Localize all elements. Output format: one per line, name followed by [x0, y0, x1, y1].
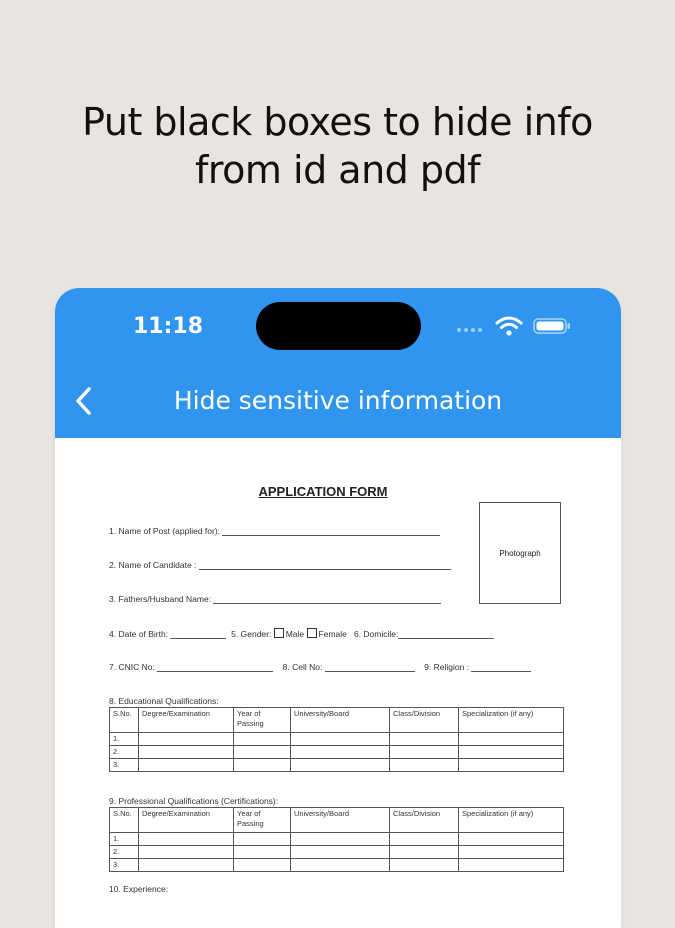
table-row: 1.: [110, 833, 564, 846]
field-name-of-candidate: 2. Name of Candidate :: [109, 560, 451, 570]
photo-box: [479, 502, 561, 604]
battery-icon: [533, 318, 571, 334]
signal-icon: [457, 328, 482, 332]
app-bar-title: Hide sensitive information: [173, 386, 503, 415]
status-time: 11:18: [133, 314, 204, 339]
section-experience: 10. Experience:: [109, 884, 169, 894]
checkbox-female[interactable]: [307, 628, 317, 638]
dynamic-island: [256, 302, 421, 350]
table-row: 1.: [110, 733, 564, 746]
table-row: 3.: [110, 759, 564, 772]
table-row: 3.: [110, 859, 564, 872]
form-title: APPLICATION FORM: [258, 484, 388, 499]
headline: [0, 98, 675, 194]
checkbox-male[interactable]: [274, 628, 284, 638]
photo-label: Photograph: [499, 548, 541, 558]
field-father-name: 3. Fathers/Husband Name:: [109, 594, 441, 604]
section-educational: 8. Educational Qualifications:: [109, 696, 219, 706]
headline-line-2: from id and pdf: [195, 148, 480, 192]
app-bar: [55, 288, 621, 438]
document-preview[interactable]: [55, 438, 621, 928]
field-dob-gender-domicile: 4. Date of Birth: 5. Gender: Male Female 6. Domicile:: [109, 628, 494, 639]
wifi-icon: [495, 315, 523, 337]
section-professional: 9. Professional Qualifications (Certifications):: [109, 796, 279, 806]
professional-table: S.No. Degree/Examination Year of Passing University/Board Class/Division Specialization (if any) 1. 2. 3.: [109, 807, 564, 872]
table-row: 2.: [110, 846, 564, 859]
field-name-of-post: 1. Name of Post (applied for):: [109, 526, 440, 536]
field-cnic-cell-religion: 7. CNIC No: 8. Cell No: 9. Religion :: [109, 662, 531, 672]
table-row: 2.: [110, 746, 564, 759]
education-table: S.No. Degree/Examination Year of Passing University/Board Class/Division Specialization (if any) 1. 2. 3.: [109, 707, 564, 772]
headline-line-1: Put black boxes to hide info: [82, 100, 593, 144]
phone-frame: [55, 288, 621, 928]
